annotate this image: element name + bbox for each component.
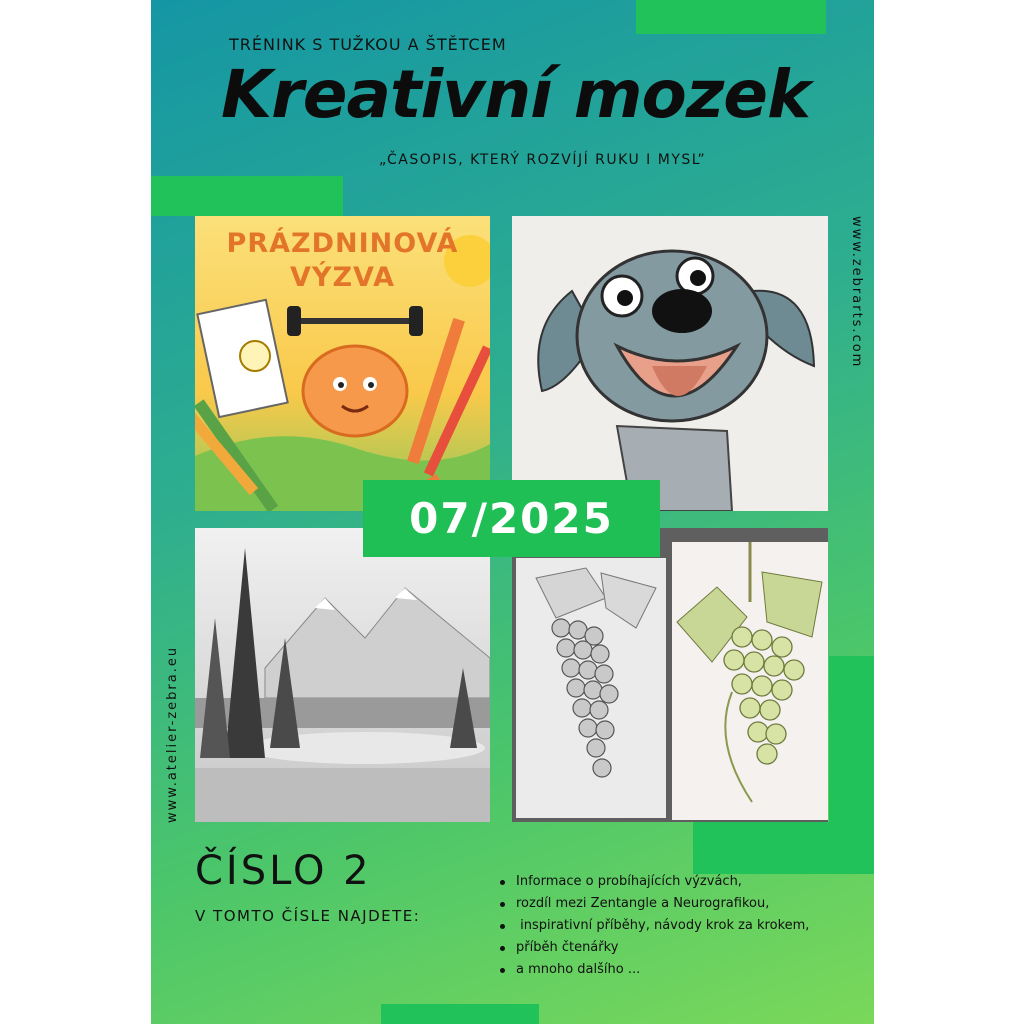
challenge-heading-line1: PRÁZDNINOVÁ [226,228,459,259]
brain-weightlifting-image [195,216,490,511]
contents-item: příběh čtenářky [496,940,809,958]
issue-date-badge: 07/2025 [363,480,660,557]
grapes-pencil-sketch [516,558,666,818]
decor-band-side [829,656,874,822]
magazine-cover [151,0,874,1024]
bullet-icon [500,946,505,951]
decor-band-top [636,0,826,34]
dog-drawing [512,216,828,511]
challenge-heading-line2: VÝZVA [290,262,395,293]
website-left: www.atelier-zebra.eu [165,645,180,823]
contents-item: inspirativní příběhy, návody krok za krokem, [496,918,809,936]
contents-item: Informace o probíhajících výzvách, [496,874,809,892]
kicker-text: TRÉNINK S TUŽKOU A ŠTĚTCEM [229,35,507,54]
bullet-icon [500,902,505,907]
issue-number: ČÍSLO 2 [195,848,372,894]
bullet-icon [500,880,505,885]
contents-item: rozdíl mezi Zentangle a Neurografikou, [496,896,809,914]
summer-challenge-illustration [195,216,490,511]
in-this-issue-label: V TOMTO ČÍSLE NAJDETE: [195,907,421,925]
decor-band-left [151,176,343,216]
magazine-title: Kreativní mozek [221,56,810,133]
decor-band-bottom [381,1004,539,1024]
grapes-drawings [512,528,828,822]
dog-sketch-image [512,216,828,511]
website-right: www.zebrarts.com [849,216,864,369]
landscape-sketch [195,528,490,822]
bullet-icon [500,968,505,973]
contents-list [496,874,809,984]
grapes-color-drawing [672,542,828,820]
bullet-icon [500,924,505,929]
decor-band-right [693,822,874,874]
mountain-landscape-image [195,528,490,822]
contents-item: a mnoho dalšího ... [496,962,809,980]
tagline: „ČASOPIS, KTERÝ ROZVÍJÍ RUKU I MYSL” [379,152,707,168]
